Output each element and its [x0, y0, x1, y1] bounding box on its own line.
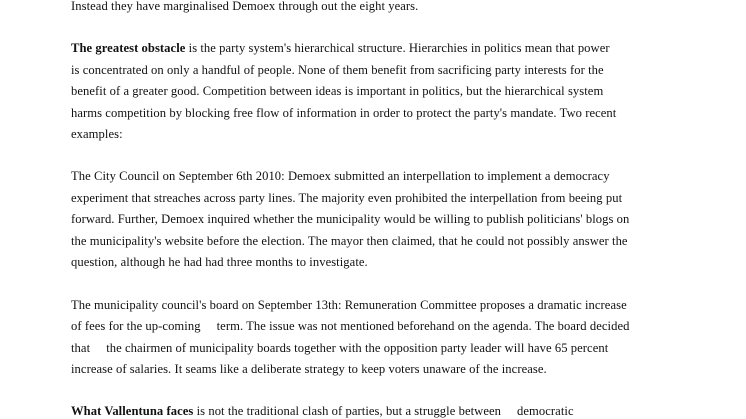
obstacle-line-3: benefit of a greater good. Competition between ideas is important in politics, but the hierarchical system [71, 84, 604, 98]
obstacle-line-2: is concentrated on only a handful of people. None of them benefit from sacrificing party interests for the [71, 63, 604, 77]
city-council-line-3: forward. Further, Demoex inquired whether the municipality would be willing to publish politicians' blogs on [71, 212, 630, 226]
faces-lead: What Vallentuna faces [71, 404, 194, 418]
city-council-line-2: experiment that streaches across party lines. The majority even prohibited the interpellation from beeing put [71, 191, 623, 205]
obstacle-line-1 [71, 40, 610, 56]
obstacle-lead: The greatest obstacle [71, 41, 186, 55]
board-line-2: of fees for the up-coming term. The issue was not mentioned beforehand on the agenda. The board decided [71, 319, 630, 333]
obstacle-line-4: harms competition by blocking free flow of information in order to protect the party's mandate. Two recent [71, 106, 617, 120]
obstacle-line-1-text: is the party system's hierarchical structure. Hierarchies in politics mean that power [185, 41, 610, 55]
intro-line: Instead they have marginalised Demoex through out the eight years. [71, 0, 419, 13]
city-council-line-1: The City Council on September 6th 2010: Demoex submitted an interpellation to implement a democracy [71, 169, 610, 183]
board-line-1: The municipality council's board on September 13th: Remuneration Committee proposes a dramatic increase [71, 298, 627, 312]
board-line-3: that the chairmen of municipality boards together with the opposition party leader will have 65 percent [71, 341, 609, 355]
faces-line-1-text: is not the traditional clash of parties, but a struggle between democratic [193, 404, 574, 418]
board-line-4: increase of salaries. It seams like a deliberate strategy to keep voters unaware of the increase. [71, 362, 547, 376]
obstacle-line-5: examples: [71, 127, 123, 141]
city-council-line-4: the municipality's website before the election. The mayor then claimed, that he could not possibly answer the [71, 234, 628, 248]
city-council-line-5: question, although he had had three months to investigate. [71, 255, 368, 269]
faces-line-1 [71, 403, 574, 419]
